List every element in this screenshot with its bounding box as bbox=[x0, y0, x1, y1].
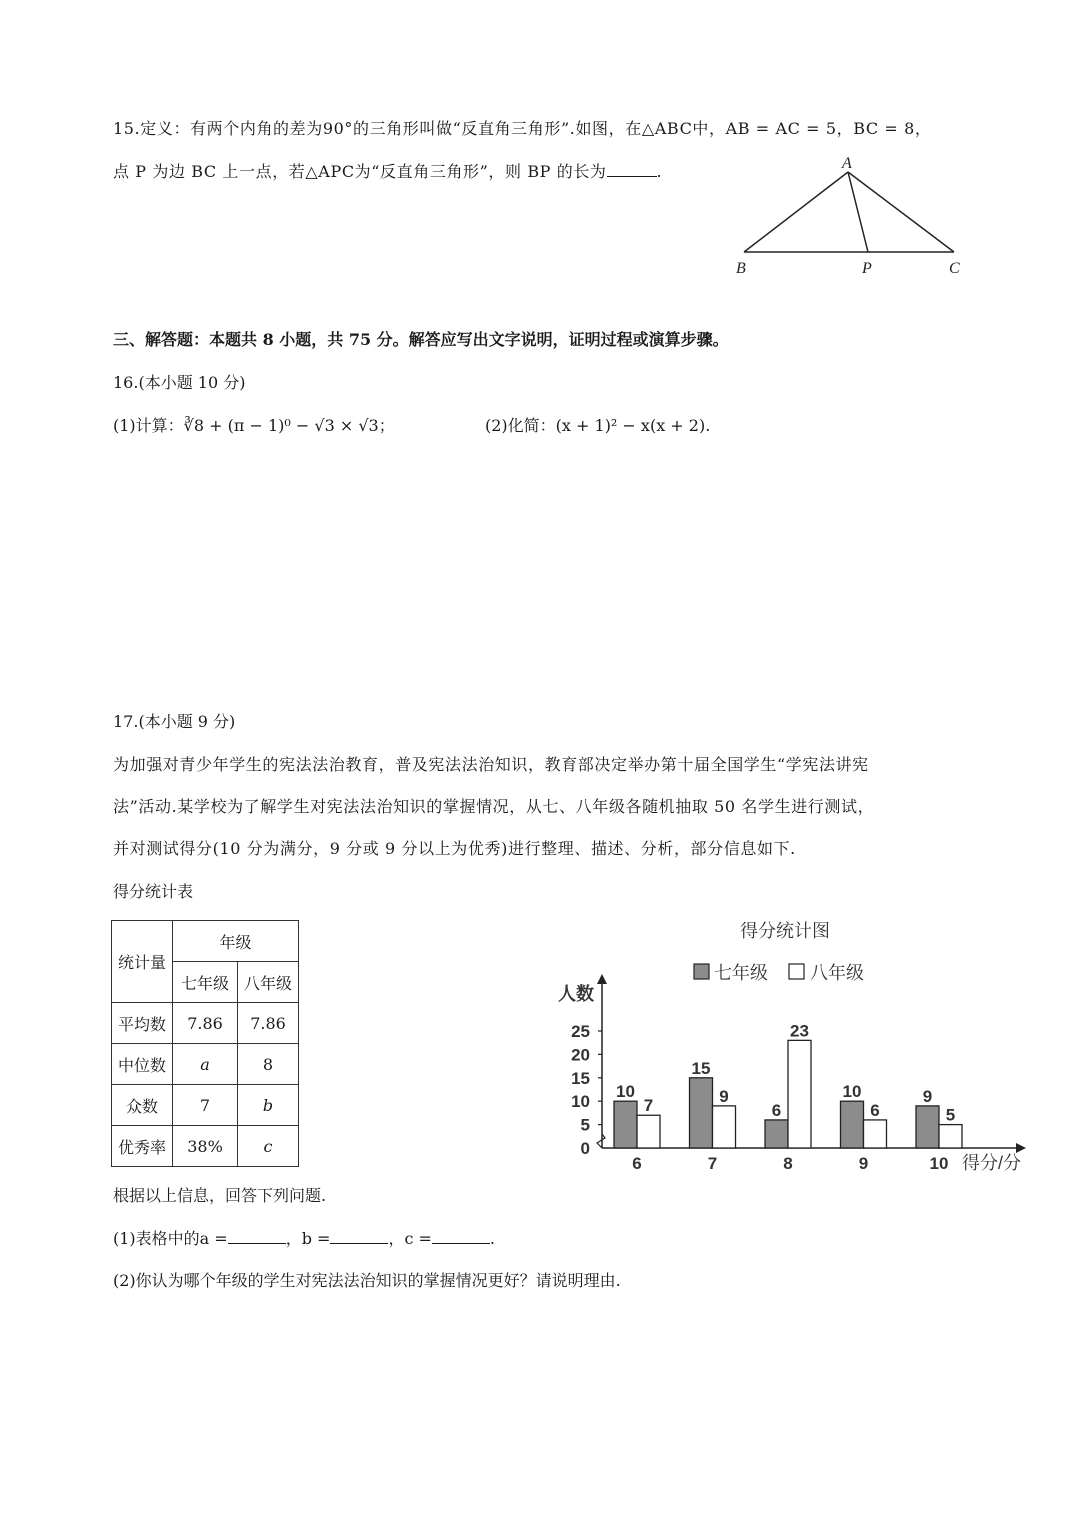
bar-value-label: 15 bbox=[691, 1058, 711, 1078]
table-caption: 得分统计表 bbox=[113, 882, 194, 901]
label-p: P bbox=[862, 260, 872, 277]
sub1-end: . bbox=[489, 1229, 496, 1248]
q17-after-text: 根据以上信息，回答下列问题. bbox=[113, 1186, 327, 1205]
label-b: B bbox=[736, 260, 746, 277]
table-header-row bbox=[112, 921, 299, 962]
row-label: 众数 bbox=[112, 1085, 173, 1126]
y-axis-label: 人数 bbox=[558, 984, 594, 1004]
table-row bbox=[112, 1085, 299, 1126]
x-tick-label: 10 bbox=[929, 1154, 949, 1173]
bar-grade8-7 bbox=[713, 1106, 736, 1148]
y-tick-label: 20 bbox=[571, 1045, 590, 1065]
score-statistics-table bbox=[111, 920, 299, 1167]
bar-value-label: 9 bbox=[719, 1086, 729, 1106]
legend-swatch-grade8 bbox=[789, 964, 804, 979]
q15-line2-text: 点 P 为边 BC 上一点，若△APC为“反直角三角形”，则 BP 的长为 bbox=[113, 162, 607, 181]
y-tick-label: 0 bbox=[580, 1139, 590, 1158]
y-tick-label: 15 bbox=[571, 1068, 590, 1088]
y-tick-label: 10 bbox=[571, 1092, 590, 1112]
sub1-c-label: ，c = bbox=[388, 1229, 432, 1248]
segment-ac bbox=[848, 172, 954, 252]
row-label: 平均数 bbox=[112, 1003, 173, 1044]
y-tick-label: 5 bbox=[580, 1115, 590, 1135]
x-tick-label: 9 bbox=[858, 1154, 869, 1173]
bar-value-label: 5 bbox=[945, 1105, 956, 1125]
q17-sub2: (2)你认为哪个年级的学生对宪法法治知识的掌握情况更好？请说明理由. bbox=[113, 1271, 621, 1290]
bar-value-label: 6 bbox=[771, 1100, 782, 1120]
triangle-figure bbox=[728, 150, 978, 280]
legend-label-grade7: 七年级 bbox=[714, 963, 768, 983]
cell-grade7: a bbox=[173, 1044, 238, 1085]
legend-label-grade8: 八年级 bbox=[810, 963, 864, 983]
blank-b bbox=[330, 1243, 388, 1244]
blank-a bbox=[228, 1243, 286, 1244]
table-row bbox=[112, 1003, 299, 1044]
cell-grade7: 7.86 bbox=[173, 1003, 238, 1044]
blank-c bbox=[432, 1243, 490, 1244]
q15-line2 bbox=[113, 159, 662, 182]
cell-grade8: 8 bbox=[238, 1044, 299, 1085]
q17-paragraph-1: 为加强对青少年学生的宪法法治教育，普及宪法法治知识，教育部决定举办第十届全国学生“学宪法讲宪 bbox=[113, 755, 869, 774]
segment-ab bbox=[744, 172, 848, 252]
x-tick-label: 7 bbox=[707, 1154, 718, 1173]
bar-grade8-6 bbox=[637, 1115, 660, 1148]
q15-answer-blank bbox=[607, 176, 657, 177]
chart-title: 得分统计图 bbox=[740, 921, 830, 941]
x-axis-arrow bbox=[1016, 1143, 1026, 1153]
row-label: 中位数 bbox=[112, 1044, 173, 1085]
bar-value-label: 6 bbox=[870, 1100, 880, 1120]
bar-value-label: 10 bbox=[842, 1082, 862, 1102]
bar-grade7-10 bbox=[916, 1106, 939, 1148]
cell-grade7: 38% bbox=[173, 1126, 238, 1167]
x-tick-label: 6 bbox=[632, 1154, 642, 1173]
q16-part1: (1)计算：∛8 + (π − 1)⁰ − √3 × √3； bbox=[113, 416, 395, 435]
cell-grade8: c bbox=[238, 1126, 299, 1167]
table-group-header: 年级 bbox=[173, 921, 299, 962]
bar-value-label: 7 bbox=[643, 1096, 654, 1116]
bar-value-label: 10 bbox=[616, 1082, 635, 1102]
bar-grade8-10 bbox=[939, 1125, 962, 1148]
q17-paragraph-3: 并对测试得分(10 分为满分，9 分或 9 分以上为优秀)进行整理、描述、分析，部分信息如下. bbox=[113, 839, 796, 858]
q17-sub1 bbox=[113, 1226, 495, 1249]
bar-value-label: 23 bbox=[790, 1021, 809, 1041]
cell-grade8: 7.86 bbox=[238, 1003, 299, 1044]
table-col-grade7: 七年级 bbox=[173, 962, 238, 1003]
bar-grade7-9 bbox=[841, 1101, 864, 1148]
y-axis-arrow bbox=[597, 974, 607, 984]
q17-paragraph-2: 法”活动.某学校为了解学生对宪法法治知识的掌握情况，从七、八年级各随机抽取 50 名学生进行测试， bbox=[113, 797, 875, 816]
q17-title: 17.(本小题 9 分) bbox=[113, 712, 236, 731]
row-label: 优秀率 bbox=[112, 1126, 173, 1167]
bar-grade8-9 bbox=[864, 1120, 887, 1148]
q15-line2-end: . bbox=[656, 162, 663, 181]
section3-heading: 三、解答题：本题共 8 小题，共 75 分。解答应写出文字说明，证明过程或演算步骤。 bbox=[113, 330, 729, 349]
y-tick-label: 25 bbox=[571, 1022, 590, 1041]
cell-grade8: b bbox=[238, 1085, 299, 1126]
table-row bbox=[112, 1044, 299, 1085]
q16-title: 16.(本小题 10 分) bbox=[113, 373, 246, 392]
label-a: A bbox=[842, 155, 852, 172]
legend-swatch-grade7 bbox=[694, 964, 709, 979]
bar-grade8-8 bbox=[788, 1040, 811, 1148]
bar-grade7-8 bbox=[765, 1120, 788, 1148]
table-corner-cell: 统计量 bbox=[112, 921, 173, 1003]
sub1-b-label: ，b = bbox=[285, 1229, 331, 1248]
table-row bbox=[112, 1126, 299, 1167]
x-tick-label: 8 bbox=[783, 1154, 793, 1173]
bar-grade7-6 bbox=[614, 1101, 637, 1148]
cell-grade7: 7 bbox=[173, 1085, 238, 1126]
y-axis-break-mark bbox=[597, 1134, 605, 1148]
q16-part2: (2)化简：(x + 1)² − x(x + 2). bbox=[485, 416, 711, 435]
bar-grade7-7 bbox=[690, 1078, 713, 1148]
label-c: C bbox=[949, 260, 960, 277]
sub1-a-label: (1)表格中的a = bbox=[113, 1229, 228, 1248]
x-axis-label: 得分/分 bbox=[962, 1153, 1022, 1173]
q15-line1: 15.定义：有两个内角的差为90°的三角形叫做“反直角三角形”.如图，在△ABC中，AB = AC = 5，BC = 8， bbox=[113, 119, 932, 138]
bar-value-label: 9 bbox=[922, 1086, 933, 1106]
table-col-grade8: 八年级 bbox=[238, 962, 299, 1003]
score-bar-chart bbox=[548, 912, 1048, 1182]
